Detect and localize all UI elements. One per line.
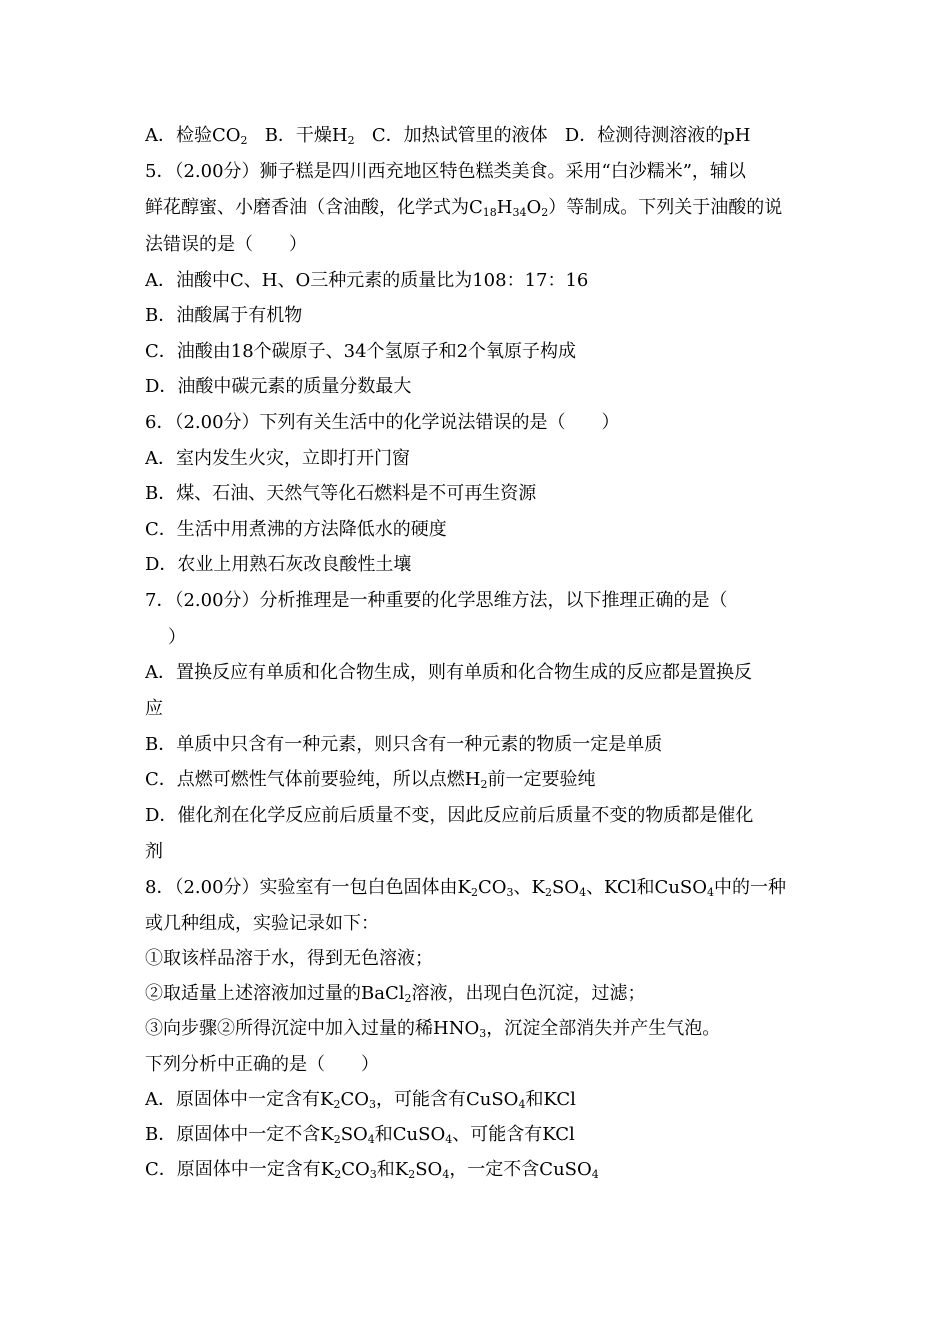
- q7-option-b: B．单质中只含有一种元素，则只含有一种元素的物质一定是单质: [145, 734, 663, 755]
- q8-option-a: A．原固体中一定含有$K_2CO_3$，可能含有CuSO$_4$和KCl: [145, 1089, 576, 1111]
- q7-stem-line2: ）: [168, 627, 186, 648]
- q8-option-c: C．原固体中一定含有$K_2CO_3$和$K_2SO_4$，一定不含CuSO$_4$: [145, 1159, 599, 1181]
- q8-step-2: ②取适量上述溶液加过量的BaCl$_2$溶液，出现白色沉淀，过滤；: [145, 983, 646, 1005]
- q7-stem-line1: 7．（2.00分）分析推理是一种重要的化学思维方法，以下推理正确的是（: [145, 590, 728, 611]
- q6-option-a: A．室内发生火灾，立即打开门窗: [145, 448, 410, 469]
- q8-stem-line1: 8．（2.00分）实验室有一包白色固体由$K_2CO_3$、$K_2SO_4$、KCl和CuSO$_4$中的一种: [145, 877, 787, 899]
- q5-stem-line3: 法错误的是（ ）: [145, 234, 307, 255]
- q7-option-d-line1: D．催化剂在化学反应前后质量不变，因此反应前后质量不变的物质都是催化: [145, 805, 754, 826]
- q5-option-c: C．油酸由18个碳原子、34个氢原子和2个氧原子构成: [145, 341, 577, 362]
- q6-option-c: C．生活中用煮沸的方法降低水的硬度: [145, 519, 447, 540]
- q8-option-b: B．原固体中一定不含$K_2SO_4$和CuSO$_4$、可能含有KCl: [145, 1124, 575, 1146]
- q5-stem-line2: 鲜花醇蜜、小磨香油（含油酸，化学式为$C_{18}H_{34}O_2$）等制成。下列关于油酸的说: [145, 197, 783, 219]
- q4-option-a: A．检验$CO_2$: [145, 125, 248, 147]
- q5-option-a: A．油酸中C、H、O三种元素的质量比为108：17：16: [145, 270, 589, 291]
- q6-option-b: B．煤、石油、天然气等化石燃料是不可再生资源: [145, 483, 537, 504]
- q8-question: 下列分析中正确的是（ ）: [145, 1054, 379, 1075]
- q4-option-d: D．检测待测溶液的pH: [564, 125, 751, 146]
- q8-stem-line2: 或几种组成，实验记录如下：: [145, 913, 379, 934]
- q4-options: [145, 125, 810, 147]
- q4-option-c: C．加热试管里的液体: [371, 125, 548, 146]
- q7-option-a-line2: 应: [145, 698, 163, 719]
- q6-stem: 6．（2.00分）下列有关生活中的化学说法错误的是（ ）: [145, 412, 620, 433]
- q7-option-c: C．点燃可燃性气体前要验纯，所以点燃$H_2$前一定要验纯: [145, 769, 596, 791]
- q7-option-a-line1: A．置换反应有单质和化合物生成，则有单质和化合物生成的反应都是置换反: [145, 662, 752, 683]
- q4-option-b: B．干燥$H_2$: [264, 125, 355, 147]
- q6-option-d: D．农业上用熟石灰改良酸性土壤: [145, 554, 412, 575]
- q7-option-d-line2: 剂: [145, 841, 163, 862]
- q5-option-d: D．油酸中碳元素的质量分数最大: [145, 376, 412, 397]
- q5-stem-line1: 5．（2.00分）狮子糕是四川西充地区特色糕类美食。采用“白沙糯米”，辅以: [145, 161, 746, 182]
- q8-step-1: ①取该样品溶于水，得到无色溶液；: [145, 948, 433, 969]
- q5-option-b: B．油酸属于有机物: [145, 305, 303, 326]
- q8-step-3: ③向步骤②所得沉淀中加入过量的稀$HNO_3$，沉淀全部消失并产生气泡。: [145, 1018, 721, 1040]
